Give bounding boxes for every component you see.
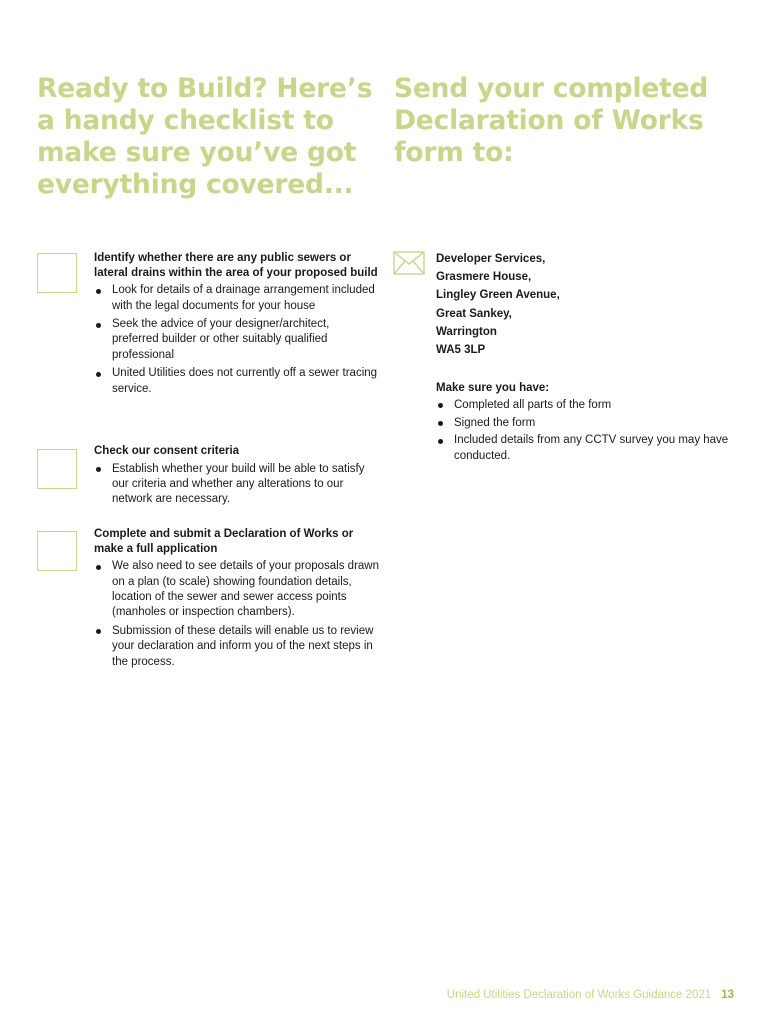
envelope-icon	[393, 251, 425, 275]
postal-address	[436, 250, 736, 359]
list-item: Seek the advice of your designer/architect, preferred builder or other suitably qualified professional	[94, 317, 379, 363]
list-item: Submission of these details will enable us to review your declaration and inform you of the next steps in the process.	[94, 624, 379, 670]
checklist-checkbox-3[interactable]	[37, 531, 77, 571]
heading-line: make sure you’ve got	[37, 137, 357, 168]
checklist-checkbox-2[interactable]	[37, 449, 77, 489]
page-number: 13	[721, 989, 734, 1001]
heading-line: Send your completed	[394, 73, 709, 104]
checklist-item-title: Identify whether there are any public sewers or lateral drains within the area of your proposed build	[94, 252, 378, 279]
checklist-bullets	[94, 559, 379, 670]
list-item: United Utilities does not currently off a sewer tracing service.	[94, 366, 379, 397]
heading-line: form to:	[394, 137, 514, 168]
heading-line: everything covered...	[37, 169, 354, 200]
send-form-heading	[394, 73, 724, 169]
make-sure-bullets	[436, 398, 746, 465]
checklist-bullets	[94, 283, 379, 397]
list-item: Completed all parts of the form	[436, 398, 746, 413]
list-item: Signed the form	[436, 416, 746, 431]
checklist-item-3	[94, 527, 379, 673]
address-line: WA5 3LP	[436, 344, 486, 357]
list-item: We also need to see details of your proposals drawn on a plan (to scale) showing foundation details, location of the sewer and sewer access points (manholes or inspection chambers).	[94, 559, 379, 621]
address-line: Grasmere House,	[436, 271, 532, 284]
page-footer	[447, 989, 734, 1001]
heading-line: a handy checklist to	[37, 105, 334, 136]
footer-text: United Utilities Declaration of Works Guidance 2021	[446, 989, 712, 1001]
list-item: Establish whether your build will be able to satisfy our criteria and whether any alterations to our network are necessary.	[94, 462, 379, 508]
checklist-heading	[37, 73, 373, 201]
heading-line: Declaration of Works	[394, 105, 704, 136]
heading-line: Ready to Build? Here’s	[37, 73, 373, 104]
address-line: Great Sankey,	[436, 307, 512, 320]
checklist-checkbox-1[interactable]	[37, 253, 77, 293]
address-line: Developer Services,	[436, 253, 546, 265]
address-line: Warrington	[436, 325, 497, 338]
list-item: Look for details of a drainage arrangement included with the legal documents for your house	[94, 283, 379, 314]
make-sure-title: Make sure you have:	[436, 382, 550, 394]
checklist-item-title: Check our consent criteria	[94, 445, 240, 457]
make-sure-section	[436, 381, 746, 467]
checklist-item-title: Complete and submit a Declaration of Works or make a full application	[94, 528, 354, 555]
checklist-item-1	[94, 251, 379, 400]
address-line: Lingley Green Avenue,	[436, 289, 560, 302]
list-item: Included details from any CCTV survey you may have conducted.	[436, 433, 746, 464]
checklist-item-2	[94, 444, 379, 511]
checklist-bullets	[94, 462, 379, 508]
